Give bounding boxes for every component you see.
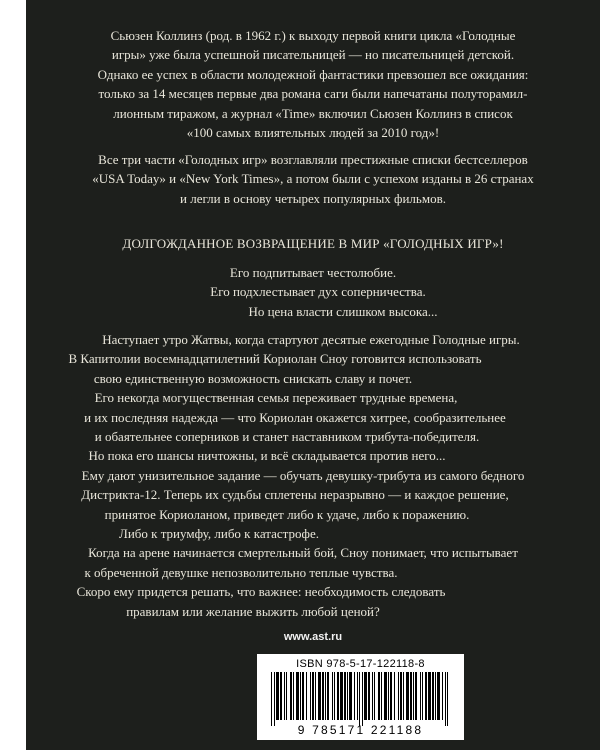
barcode-stripe: [410, 672, 412, 720]
barcode-stripe: [310, 672, 311, 720]
barcode-stripe: [337, 672, 339, 720]
lists-line: Все три части «Голодных игр» возглавляли престижные списки бестселлеров: [98, 152, 528, 167]
barcode-stripe: [445, 672, 446, 726]
author-bio: [26, 26, 600, 142]
headline: ДОЛГОЖДАННОЕ ВОЗВРАЩЕНИЕ В МИР «ГОЛОДНЫХ ИГР»!: [122, 236, 504, 251]
barcode-stripe: [276, 672, 279, 720]
story-line: свою единственную возможность снискать славу и почет.: [93, 370, 413, 386]
tagline-line: Его подхлестывает дух соперничества.: [210, 284, 426, 300]
barcode-stripe: [415, 672, 417, 720]
barcode-stripe: [340, 672, 343, 720]
barcode-stripe: [425, 672, 427, 720]
barcode-bars: [271, 672, 451, 726]
barcode-stripe: [406, 672, 409, 720]
barcode-stripe: [296, 672, 299, 720]
bio-line: Сьюзен Коллинз (род. в 1962 г.) к выходу первой книги цикла «Голодные: [110, 28, 516, 43]
barcode-stripe: [359, 672, 360, 726]
barcode-stripe: [374, 672, 375, 720]
bio-line: только за 14 месяцев первые два романа саги были напечатаны полуторамил-: [98, 86, 528, 102]
isbn-text: ISBN 978-5-17-122118-8: [296, 658, 425, 670]
back-cover: [26, 0, 600, 750]
barcode-stripe: [300, 672, 301, 720]
story-line: Наступает утро Жатвы, когда стартуют десятые ежегодные Голодные игры.: [102, 332, 520, 347]
story-line: к обреченной девушке непозволительно теплые чувства.: [84, 564, 398, 580]
publisher-website: www.ast.ru: [283, 631, 343, 643]
barcode-stripe: [447, 672, 448, 726]
barcode-stripe: [420, 672, 421, 720]
story-line: Его некогда могущественная семья переживает трудные времена,: [94, 390, 458, 406]
barcode-stripe: [398, 672, 399, 720]
barcode-stripe: [347, 672, 348, 720]
story-line: Дистрикта-12. Теперь их судьбы сплетены неразрывно — и каждое решение,: [81, 487, 509, 503]
barcode-stripe: [315, 672, 316, 720]
barcode-stripe: [306, 672, 307, 720]
tagline-line: Но цена власти слишком высока...: [248, 303, 438, 319]
barcode-stripe: [344, 672, 346, 720]
barcode-label: [257, 654, 464, 740]
barcode-stripe: [322, 672, 324, 720]
barcode-stripe: [432, 672, 434, 720]
story-blurb: [26, 330, 600, 621]
story-line: и обаятельнее соперников и станет наставником трибута-победителя.: [94, 429, 480, 445]
bio-line: «100 самых влиятельных людей за 2010 год»!: [186, 125, 440, 141]
barcode-stripe: [349, 672, 352, 720]
barcode-stripe: [354, 672, 355, 720]
barcode-stripe: [302, 672, 304, 720]
barcode-stripe: [357, 672, 358, 720]
barcode-stripe: [372, 672, 373, 720]
barcode-stripe: [388, 672, 389, 720]
barcode-stripe: [312, 672, 314, 720]
barcode-stripe: [286, 672, 287, 720]
barcode-stripe: [327, 672, 329, 720]
story-line: принятое Кориоланом, приведет либо к удаче, либо к поражению.: [104, 506, 470, 522]
tagline-line: Его подпитывает честолюбие.: [229, 265, 397, 280]
barcode-stripe: [334, 672, 335, 720]
barcode-stripe: [280, 672, 282, 720]
story-line: Ему дают унизительное задание — обучать девушку-трибута из самого бедного: [81, 467, 525, 483]
barcode-stripe: [390, 672, 392, 720]
story-line: Либо к триумфу, либо к катастрофе.: [119, 526, 319, 542]
barcode-stripe: [274, 672, 275, 726]
barcode-stripe: [378, 672, 380, 720]
barcode-stripe: [293, 672, 294, 720]
bestseller-info: [26, 150, 600, 208]
barcode-number: 9 785171 221188: [297, 723, 424, 737]
barcode-stripe: [271, 672, 272, 726]
lists-line: «USA Today» и «New York Times», а потом были с успехом изданы в 26 странах: [92, 171, 534, 187]
story-line: Когда на арене начинается смертельный бой, Сноу понимает, что испытывает: [88, 545, 518, 561]
barcode-stripe: [332, 672, 333, 720]
barcode-stripe: [400, 672, 402, 720]
barcode-stripe: [422, 672, 423, 720]
story-line: Но пока его шансы ничтожны, и всё складывается против него...: [88, 448, 446, 464]
story-line: правилам или желание выжить любой ценой?: [126, 603, 380, 619]
barcode-stripe: [368, 672, 370, 720]
barcode-stripe: [442, 672, 443, 720]
bio-line: лионным тиражом, а журнал «Time» включил Сьюзен Коллинз в список: [113, 105, 513, 121]
barcode-stripe: [364, 672, 367, 720]
barcode-stripe: [325, 672, 326, 720]
story-line: и их последняя надежда — что Кориолан окажется хитрее, сообразительнее: [84, 409, 506, 425]
barcode-stripe: [384, 672, 387, 720]
barcode-stripe: [413, 672, 414, 720]
bio-line: Однако ее успех в области молодежной фантастики превзошел все ожидания:: [97, 66, 529, 82]
barcode-stripe: [435, 672, 436, 720]
bio-line: игры» уже была успешной писательницей — но писательницей детской.: [111, 47, 515, 63]
barcode-stripe: [403, 672, 404, 720]
lists-line: и легли в основу четырех популярных фильмов.: [180, 190, 446, 206]
story-line: В Капитолии восемнадцатилетний Кориолан Сноу готовится использовать: [68, 351, 482, 367]
story-line: Скоро ему придется решать, что важнее: необходимость следовать: [76, 584, 446, 600]
barcode-stripe: [290, 672, 292, 720]
tagline: [26, 263, 600, 321]
barcode-stripe: [394, 672, 395, 720]
barcode-stripe: [318, 672, 321, 720]
barcode-stripe: [437, 672, 440, 720]
barcode-stripe: [362, 672, 363, 726]
barcode-stripe: [428, 672, 431, 720]
barcode-stripe: [381, 672, 382, 720]
barcode-stripe: [284, 672, 285, 720]
